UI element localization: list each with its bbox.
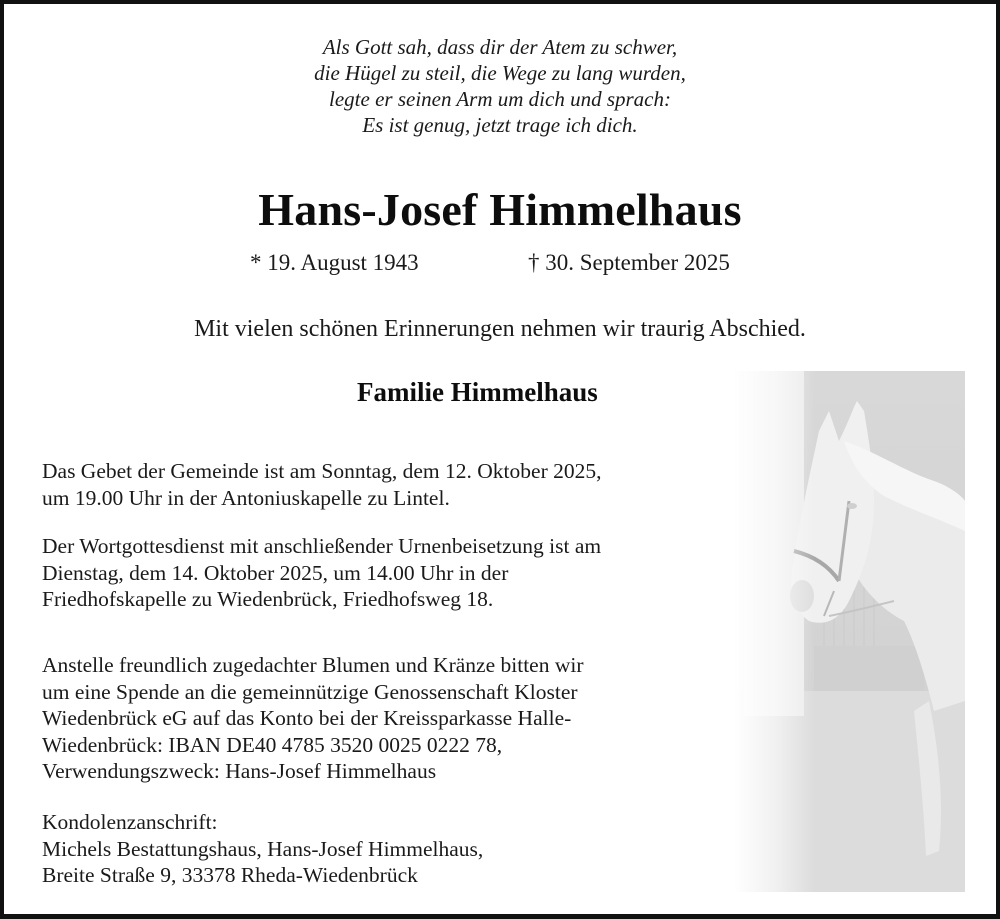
donation-line: Verwendungszweck: Hans-Josef Himmelhaus	[42, 759, 437, 783]
service-line: Dienstag, dem 14. Oktober 2025, um 14.00 Uhr in der	[42, 560, 509, 585]
deceased-name: Hans-Josef Himmelhaus	[258, 184, 742, 235]
donation-line: um eine Spende an die gemeinnützige Genossenschaft Kloster	[42, 679, 578, 704]
poem-line: Als Gott sah, dass dir der Atem zu schwer,	[322, 35, 678, 59]
death-date: † 30. September 2025	[528, 250, 730, 275]
prayer-line: Das Gebet der Gemeinde ist am Sonntag, dem 12. Oktober 2025,	[42, 459, 602, 483]
service-line: Friedhofskapelle zu Wiedenbrück, Friedhofsweg 18.	[42, 587, 494, 611]
prayer-announcement	[42, 458, 601, 511]
horse-image-icon	[734, 371, 965, 892]
donation-line: Wiedenbrück eG auf das Konto bei der Kreissparkasse Halle-	[42, 706, 572, 730]
prayer-line: um 19.00 Uhr in der Antoniuskapelle zu Lintel.	[42, 485, 450, 510]
farewell-statement: Mit vielen schönen Erinnerungen nehmen wir traurig Abschied.	[194, 316, 806, 342]
condolence-line: Breite Straße 9, 33378 Rheda-Wiedenbrück	[42, 863, 418, 887]
donation-request	[42, 652, 584, 785]
service-announcement	[42, 533, 601, 613]
condolence-line: Kondolenzanschrift:	[42, 810, 218, 834]
poem-line: die Hügel zu steil, die Wege zu lang wurden,	[314, 61, 686, 85]
poem-line: legte er seinen Arm um dich und sprach:	[329, 87, 671, 111]
poem-line: Es ist genug, jetzt trage ich dich.	[362, 113, 638, 137]
condolence-address	[42, 809, 483, 889]
birth-date: * 19. August 1943	[250, 250, 419, 275]
family-signature: Familie Himmelhaus	[357, 377, 598, 407]
horse-photo	[734, 371, 965, 892]
donation-line: Wiedenbrück: IBAN DE40 4785 3520 0025 0222 78,	[42, 732, 503, 757]
donation-line: Anstelle freundlich zugedachter Blumen und Kränze bitten wir	[42, 653, 584, 677]
memorial-poem	[4, 34, 996, 138]
condolence-line: Michels Bestattungshaus, Hans-Josef Himmelhaus,	[42, 836, 484, 861]
service-line: Der Wortgottesdienst mit anschließender Urnenbeisetzung ist am	[42, 534, 602, 558]
